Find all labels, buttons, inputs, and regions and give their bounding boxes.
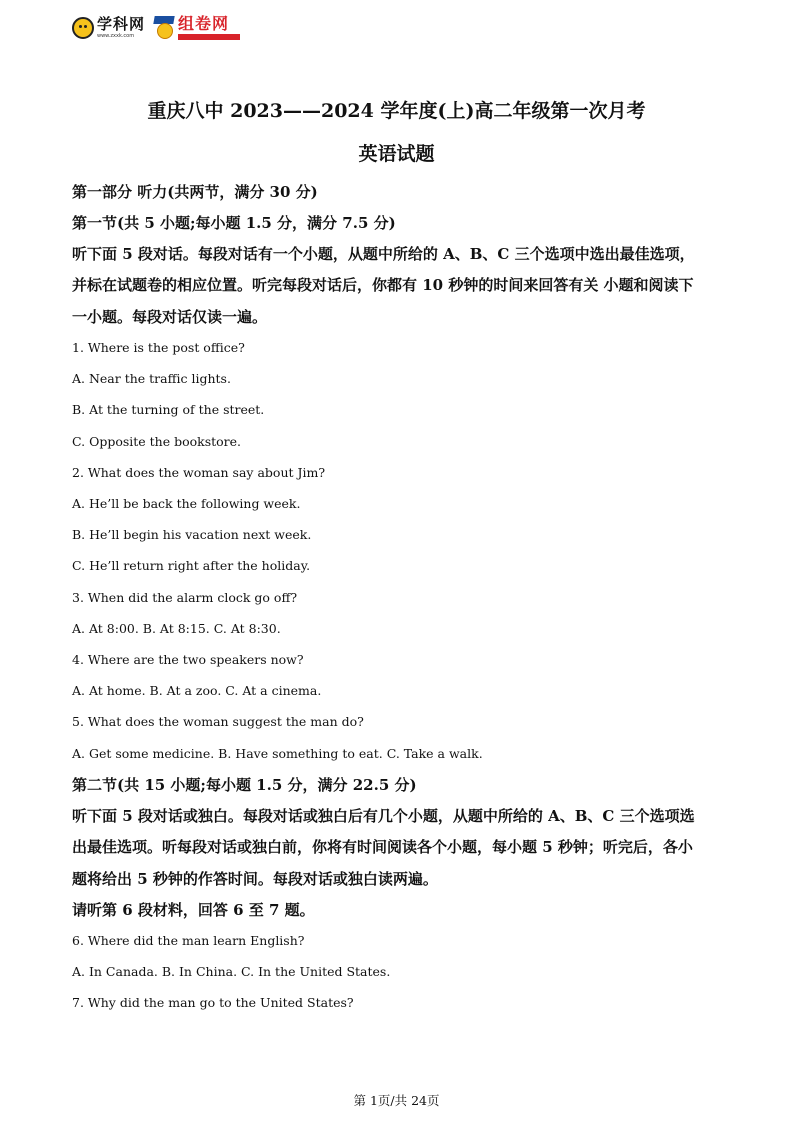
question-3: 3. When did the alarm clock go off? (72, 590, 298, 605)
option-line: B. He’ll begin his vacation next week. (72, 527, 312, 542)
question-1: 1. Where is the post office? (72, 340, 245, 355)
material-6-heading: 请听第 6 段材料，回答 6 至 7 题。 (72, 901, 315, 919)
option-line: A. He’ll be back the following week. (72, 496, 301, 511)
option-line: A. Get some medicine. B. Have something to eat. C. Take a walk. (72, 746, 483, 761)
zjw-logo-text: 组卷网 (178, 14, 230, 33)
option-line: A. Near the traffic lights. (72, 371, 231, 386)
smiley-logo-icon (72, 17, 94, 39)
section2-instruction-line: 听下面 5 段对话或独白。每段对话或独白后有几个小题，从题中所给的 A、B、C 三个选项选 (72, 807, 695, 825)
graduate-mascot-icon (153, 16, 175, 40)
option-line: C. He’ll return right after the holiday. (72, 558, 311, 573)
zjw-logo-banner (178, 34, 240, 40)
exam-subtitle: 英语试题 (358, 143, 435, 165)
section1-heading: 第一节(共 5 小题;每小题 1.5 分，满分 7.5 分) (72, 214, 396, 232)
question-4: 4. Where are the two speakers now? (72, 652, 304, 667)
part1-heading: 第一部分 听力(共两节，满分 30 分) (72, 183, 318, 201)
question-5: 5. What does the woman suggest the man do? (72, 714, 364, 729)
xkw-logo-url: www.zxxk.com (97, 33, 135, 39)
question-7: 7. Why did the man go to the United States? (72, 995, 354, 1010)
xkw-logo-text: 学科网 (97, 15, 146, 33)
section2-instruction-line: 题将给出 5 秒钟的作答时间。每段对话或独白读两遍。 (72, 870, 438, 888)
section2-instruction-line: 出最佳选项。听每段对话或独白前，你将有时间阅读各个小题，每小题 5 秒钟；听完后，各小 (72, 838, 693, 856)
option-line: A. At home. B. At a zoo. C. At a cinema. (72, 683, 322, 698)
option-line: A. At 8:00. B. At 8:15. C. At 8:30. (72, 621, 281, 636)
question-2: 2. What does the woman say about Jim? (72, 465, 326, 480)
exam-title: 重庆八中 2023——2024 学年度(上)高二年级第一次月考 (147, 100, 646, 122)
header-logos (72, 12, 240, 44)
option-line: B. At the turning of the street. (72, 402, 265, 417)
zjw-logo (153, 16, 240, 40)
xkw-logo (72, 17, 145, 39)
section2-heading: 第二节(共 15 小题;每小题 1.5 分，满分 22.5 分) (72, 776, 417, 794)
option-line: A. In Canada. B. In China. C. In the United States. (72, 964, 391, 979)
option-line: C. Opposite the bookstore. (72, 434, 242, 449)
section1-instruction-line: 并标在试题卷的相应位置。听完每段对话后，你都有 10 秒钟的时间来回答有关 小题和阅读下 (72, 276, 694, 294)
section1-instruction-line: 一小题。每段对话仅读一遍。 (72, 308, 268, 326)
section1-instruction-line: 听下面 5 段对话。每段对话有一个小题，从题中所给的 A、B、C 三个选项中选出最佳选项， (72, 245, 695, 263)
page-number: 第 1页/共 24页 (353, 1093, 440, 1108)
question-6: 6. Where did the man learn English? (72, 933, 305, 948)
